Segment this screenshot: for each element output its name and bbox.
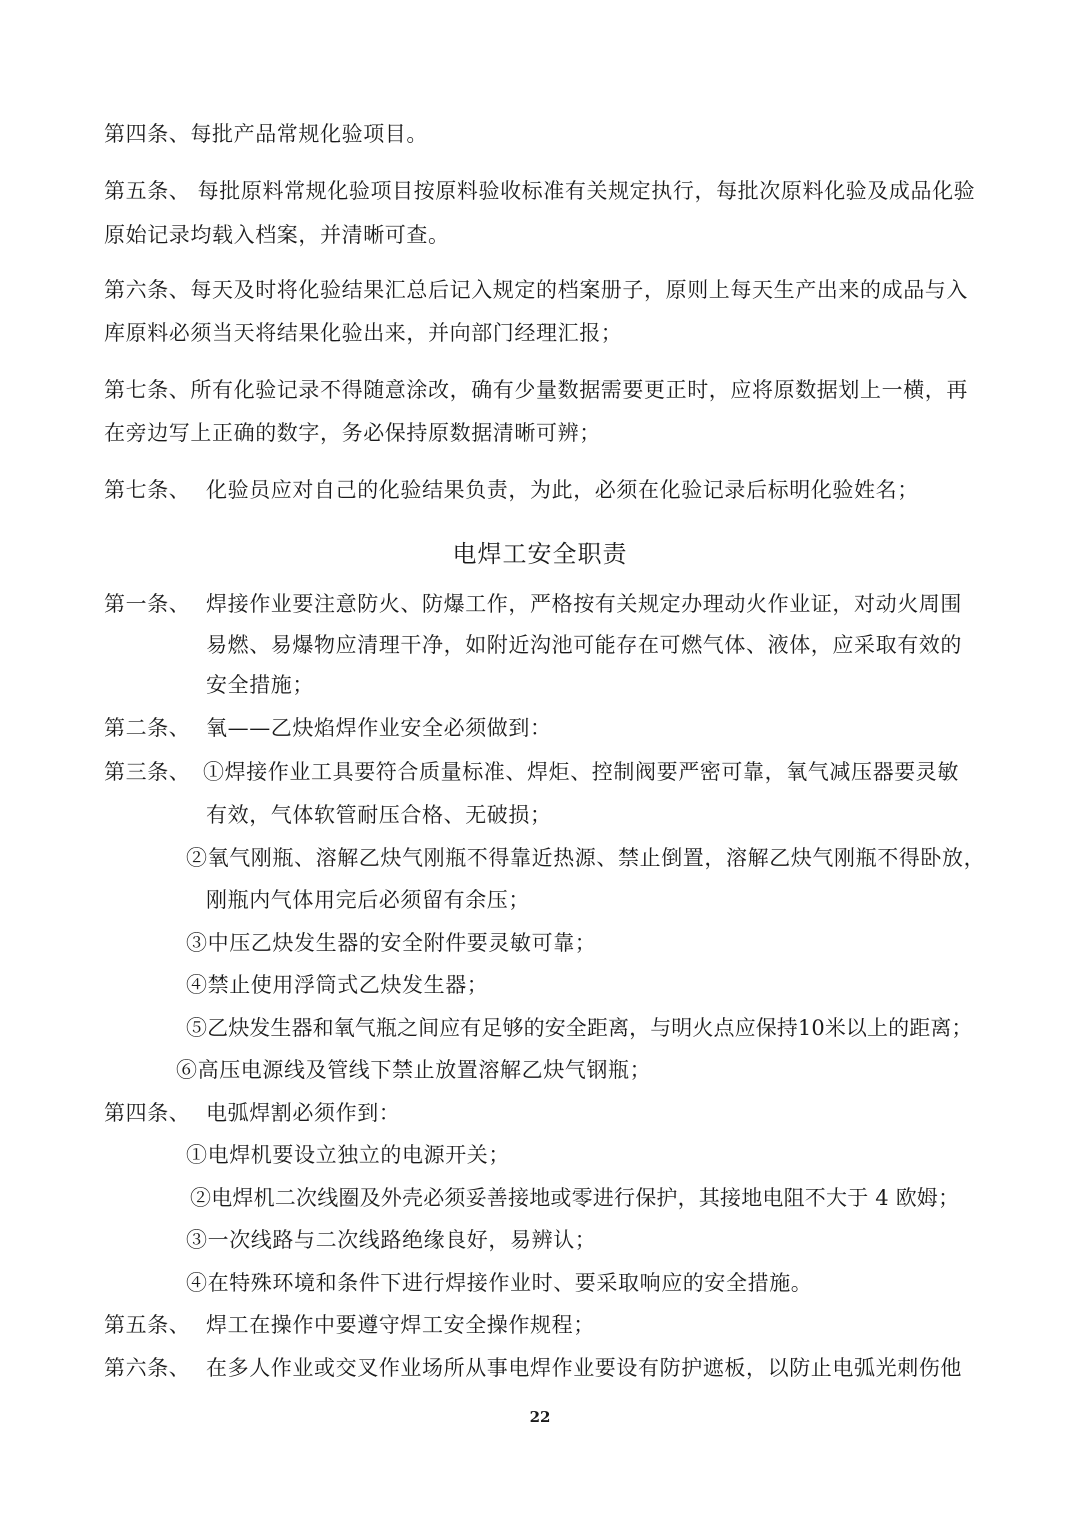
article-4-item-2: ②电焊机二次线圈及外壳必须妥善接地或零进行保护，其接地电阻不大于 4 欧姆； [190,1186,960,1210]
section-title: 电焊工安全职责 [452,540,628,568]
article-4-text: 电弧焊割必须作到： [206,1101,401,1125]
article-3-item-2-line-1: ②氧气刚瓶、溶解乙炔气刚瓶不得靠近热源、禁止倒置，溶解乙炔气刚瓶不得卧放， [186,846,986,870]
article-5-prev-line-1: 第五条、 每批原料常规化验项目按原料验收标准有关规定执行，每批次原料化验及成品化验 [104,179,976,203]
article-3-item-4: ④禁止使用浮筒式乙炔发生器； [186,973,489,997]
article-2-text: 氧——乙炔焰焊作业安全必须做到： [206,716,552,740]
article-1-label: 第一条、 [104,592,191,616]
article-2-label: 第二条、 [104,716,191,740]
article-1-line-1: 焊接作业要注意防火、防爆工作，严格按有关规定办理动火作业证，对动火周围 [206,592,962,616]
article-3-item-2-line-2: 刚瓶内气体用完后必须留有余压； [206,888,530,912]
article-4-item-4: ④在特殊环境和条件下进行焊接作业时、要采取响应的安全措施。 [186,1271,813,1295]
article-7-prev-line-1: 第七条、所有化验记录不得随意涂改，确有少量数据需要更正时，应将原数据划上一横，再 [104,378,968,402]
article-6-text: 在多人作业或交叉作业场所从事电焊作业要设有防护遮板，以防止电弧光刺伤他 [206,1356,962,1380]
article-4-item-1: ①电焊机要设立独立的电源开关； [186,1143,510,1167]
article-3-item-1-line-2: 有效，气体软管耐压合格、无破损； [206,803,552,827]
article-3-label: 第三条、 [104,760,191,784]
article-6-label: 第六条、 [104,1356,191,1380]
article-5-prev-line-2: 原始记录均载入档案，并清晰可查。 [104,223,450,247]
article-4-prev: 第四条、每批产品常规化验项目。 [104,122,428,146]
article-7b-prev-text: 化验员应对自己的化验结果负责，为此，必须在化验记录后标明化验姓名； [206,478,919,502]
article-5-text: 焊工在操作中要遵守焊工安全操作规程； [206,1313,595,1337]
article-4-item-3: ③一次线路与二次线路绝缘良好，易辨认； [186,1228,597,1252]
article-4-label: 第四条、 [104,1101,191,1125]
article-3-item-5: ⑤乙炔发生器和氧气瓶之间应有足够的安全距离，与明火点应保持10米以上的距离； [186,1016,973,1040]
article-3-item-1-line-1: ①焊接作业工具要符合质量标准、焊炬、控制阀要严密可靠，氧气减压器要灵敏 [203,760,959,784]
article-3-item-3: ③中压乙炔发生器的安全附件要灵敏可靠； [186,931,597,955]
page-number: 22 [529,1408,551,1426]
article-6-prev-line-1: 第六条、每天及时将化验结果汇总后记入规定的档案册子，原则上每天生产出来的成品与入 [104,278,968,302]
article-1-line-2: 易燃、易爆物应清理干净，如附近沟池可能存在可燃气体、液体，应采取有效的 [206,633,962,657]
article-5-label: 第五条、 [104,1313,191,1337]
article-7-prev-line-2: 在旁边写上正确的数字，务必保持原数据清晰可辨； [104,421,601,445]
article-1-line-3: 安全措施； [206,673,314,697]
article-6-prev-line-2: 库原料必须当天将结果化验出来，并向部门经理汇报； [104,321,623,345]
article-7b-prev-label: 第七条、 [104,478,191,502]
article-3-item-6: ⑥高压电源线及管线下禁止放置溶解乙炔气钢瓶； [176,1058,652,1082]
